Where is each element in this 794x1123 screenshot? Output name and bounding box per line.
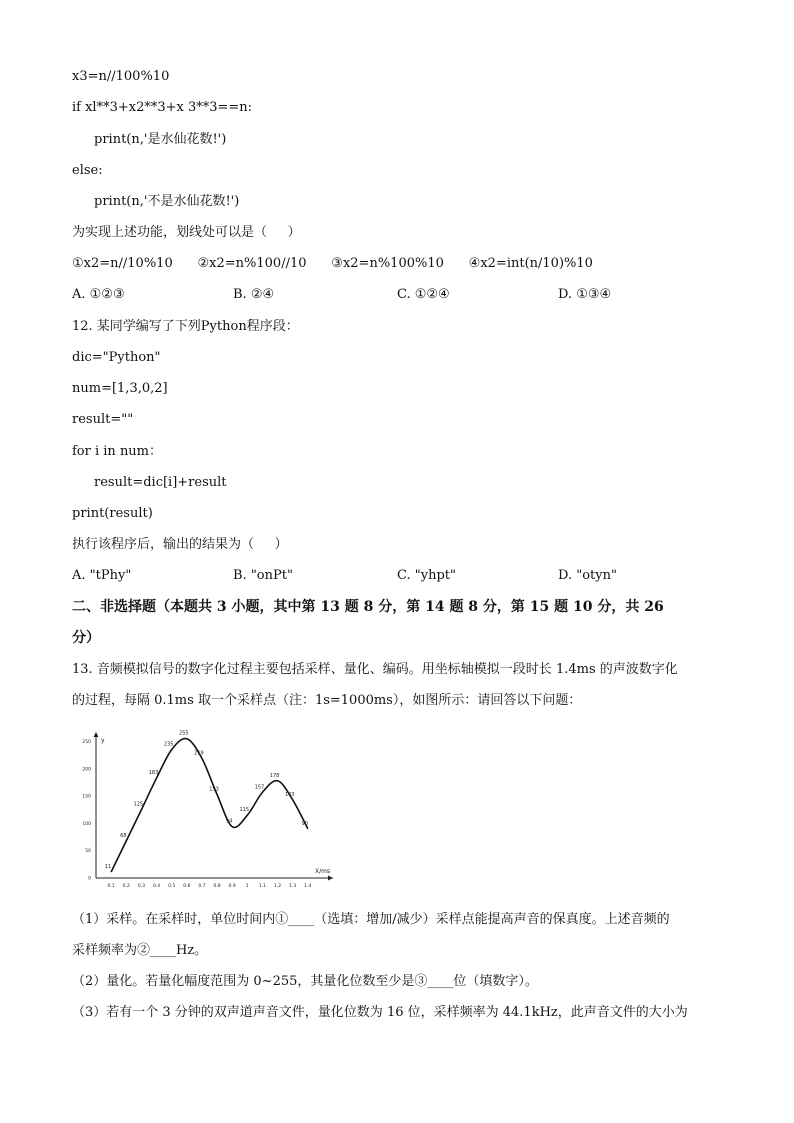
point-label: 94 [226, 818, 233, 825]
option-c: C. ①②④ [397, 287, 450, 302]
point-label: 115 [239, 807, 250, 814]
x-tick-label: 0.5 [168, 884, 176, 889]
x-tick-label: 0.2 [122, 884, 130, 889]
question-stem: 为实现上述功能，划线处可以是（ ） [72, 225, 301, 240]
question-stem: 12. 某同学编写了下列Python程序段： [72, 319, 299, 334]
subquestion-1-cont: 采样频率为②____Hz。 [72, 943, 208, 958]
code-line: if xl**3+x2**3+x 3**3==n: [72, 100, 253, 115]
question-stem: 13. 音频模拟信号的数字化过程主要包括采样、量化、编码。用坐标轴模拟一段时长 1.4ms 的声波数字化 [72, 662, 678, 677]
x-tick-label: 1 [245, 884, 249, 889]
y-tick-label: 150 [82, 794, 91, 800]
code-line: for i in num： [72, 444, 163, 459]
option-b: B. ②④ [233, 287, 275, 302]
subquestion-1: （1）采样。在采样时，单位时间内①____（选填：增加/减少）采样点能提高声音的保真度。上述音频的 [72, 912, 670, 927]
point-label: 125 [133, 801, 144, 808]
y-tick-label: 100 [82, 821, 91, 827]
x-tick-label: 1.2 [274, 884, 282, 889]
point-label: 219 [194, 750, 204, 757]
y-tick-label: 200 [82, 767, 91, 773]
point-label: 143 [284, 791, 295, 798]
subquestion-2: （2）量化。若量化幅度范围为 0~255，其量化位数至少是③____位（填数字）。 [72, 974, 538, 989]
chart-ticks [82, 739, 311, 889]
option-a: A. "tPhy" [72, 568, 132, 583]
section-heading: 二、非选择题（本题共 3 小题，其中第 13 题 8 分，第 14 题 8 分，第 15 题 10 分，共 26 [72, 599, 664, 615]
x-tick-label: 1.3 [289, 884, 297, 889]
code-line: x3=n//100%10 [72, 69, 170, 84]
x-tick-label: 0.8 [213, 884, 221, 889]
option-a: A. ①②③ [72, 287, 125, 302]
point-label: 157 [254, 784, 265, 791]
code-line: num=[1,3,0,2] [72, 381, 168, 396]
point-label: 68 [120, 832, 127, 839]
x-tick-label: 1.1 [258, 884, 267, 889]
x-tick-label: 0.3 [137, 884, 145, 889]
x-tick-label: 0.7 [198, 884, 206, 889]
section-heading: 分） [72, 630, 100, 646]
subquestion-3: （3）若有一个 3 分钟的双声道声音文件，量化位数为 16 位，采样频率为 44.1kHz，此声音文件的大小为 [72, 1005, 688, 1020]
y-axis-label: y [101, 737, 105, 744]
y-tick-label: 250 [82, 739, 91, 745]
x-tick-label: 0.6 [183, 884, 191, 889]
code-line: result=dic[i]+result [94, 475, 227, 490]
code-line: print(n,'是水仙花数!') [94, 132, 227, 147]
chart-point-labels [105, 731, 308, 870]
y-tick-label: 0 [88, 876, 91, 882]
point-label: 255 [179, 730, 189, 737]
point-label: 178 [269, 772, 280, 779]
x-axis-arrow [328, 876, 333, 881]
choice-list: ①x2=n//10%10 ②x2=n%100//10 ③x2=n%100%10 ④x2=int(n/10)%10 [72, 256, 593, 271]
point-label: 90 [301, 820, 309, 827]
y-tick-label: 50 [85, 849, 91, 855]
point-label: 235 [163, 741, 174, 748]
y-axis-arrow [94, 732, 99, 737]
x-tick-label: 0.9 [228, 884, 236, 889]
x-tick-label: 1.4 [304, 884, 312, 889]
option-c: C. "yhpt" [397, 568, 456, 583]
code-line: print(result) [72, 506, 153, 521]
x-axis-label: X/ms [315, 868, 331, 875]
option-d: D. ①③④ [558, 287, 612, 302]
point-label: 153 [209, 786, 219, 793]
point-label: 11 [104, 863, 112, 870]
x-tick-label: 0.1 [107, 884, 115, 889]
code-line: else: [72, 163, 103, 178]
point-label: 183 [148, 770, 159, 777]
question-stem: 的过程，每隔 0.1ms 取一个采样点（注：1s=1000ms），如图所示：请回答以下问题： [72, 693, 582, 708]
option-b: B. "onPt" [233, 568, 293, 583]
code-line: print(n,'不是水仙花数!') [94, 194, 240, 209]
waveform-chart [78, 728, 348, 896]
code-line: result="" [72, 412, 134, 427]
code-line: dic="Python" [72, 350, 161, 365]
question-text: 执行该程序后，输出的结果为（ ） [72, 537, 288, 552]
x-tick-label: 0.4 [152, 884, 161, 889]
option-d: D. "otyn" [558, 568, 617, 583]
